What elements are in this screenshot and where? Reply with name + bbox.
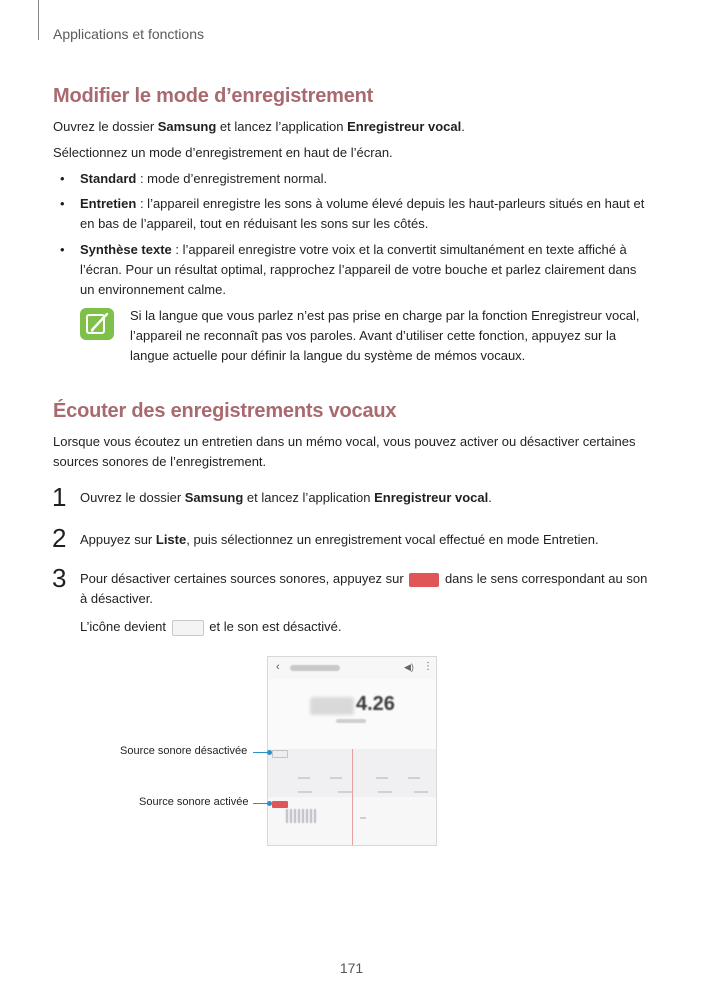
back-arrow-icon: ‹	[276, 661, 280, 673]
time-ghost	[310, 697, 354, 715]
recording-title	[290, 665, 340, 671]
step-text: Appuyez sur Liste, puis sélectionnez un enregistrement vocal effectué en mode Entretien.	[80, 532, 599, 547]
more-options-icon: ⋮	[423, 661, 433, 672]
step-number: 2	[52, 523, 67, 553]
page-number: 171	[339, 960, 364, 976]
callout-dot-on	[267, 801, 272, 806]
callout-dot-off	[267, 750, 272, 755]
phone-screenshot	[267, 656, 437, 846]
waveform-tick	[376, 777, 388, 779]
step-text: Pour désactiver certaines sources sonores, appuyez sur dans le sens correspondant au son à désactiver.	[80, 571, 648, 606]
source-on-button-icon	[409, 573, 439, 587]
waveform-tick	[298, 791, 312, 793]
callout-label-on: Source sonore activée	[139, 796, 249, 808]
callout-label-off: Source sonore désactivée	[120, 745, 248, 757]
time-subtext	[336, 719, 366, 723]
note-icon	[80, 308, 114, 340]
list-item: • Entretien : l’appareil enregistre les sons à volume élevé depuis les haut-parleurs situés en haut et en bas de l’appareil, tout en réduisant les sons sur les côtés.	[60, 196, 645, 231]
step-number: 3	[52, 563, 67, 593]
note-text: Si la langue que vous parlez n’est pas prise en charge par la fonction Enregistreur vocal, l’appareil ne reconnaît pas vos paroles. Avant d’utiliser cette fonction, appuyez sur la langue actuelle pour définir la langue du système de mémos vocaux.	[130, 308, 640, 363]
speaker-icon: ◀)	[404, 662, 414, 672]
step-number: 1	[52, 482, 67, 512]
waveform-tick	[414, 791, 428, 793]
step-text: Ouvrez le dossier Samsung et lancez l’application Enregistreur vocal.	[80, 490, 492, 505]
waveform-tick	[408, 777, 420, 779]
waveform-tick	[378, 791, 392, 793]
list-item: • Synthèse texte : l’appareil enregistre votre voix et la convertit simultanément en texte affiché à l’écran. Pour un résultat optimal, rapprochez l’appareil de votre bouche et parlez clairement dans un environnement calme.	[60, 242, 637, 297]
paragraph-intro: Lorsque vous écoutez un entretien dans un mémo vocal, vous pouvez activer ou désactiver certaines sources sonores de l’enregistrement.	[53, 434, 636, 469]
waveform	[286, 809, 316, 823]
source-off-button-icon	[172, 620, 204, 636]
waveform-tick	[360, 817, 366, 819]
source-off-button[interactable]	[272, 750, 288, 758]
source-on-button[interactable]	[272, 801, 288, 808]
section-title-listen: Écouter des enregistrements vocaux	[53, 400, 397, 422]
paragraph-select-mode: Sélectionnez un mode d’enregistrement en haut de l’écran.	[53, 145, 393, 160]
playback-time: 4.26	[356, 693, 395, 715]
playhead	[352, 749, 353, 845]
waveform-tick	[298, 777, 310, 779]
header-rule	[38, 0, 39, 40]
paragraph-open-app: Ouvrez le dossier Samsung et lancez l’application Enregistreur vocal.	[53, 119, 465, 134]
running-header: Applications et fonctions	[53, 26, 204, 42]
waveform-tick	[330, 777, 342, 779]
list-item: • Standard : mode d’enregistrement normal.	[60, 171, 328, 186]
section-title-mode: Modifier le mode d’enregistrement	[53, 85, 374, 107]
waveform-tick	[338, 791, 352, 793]
paragraph-icon-change: L’icône devient et le son est désactivé.	[80, 619, 342, 634]
